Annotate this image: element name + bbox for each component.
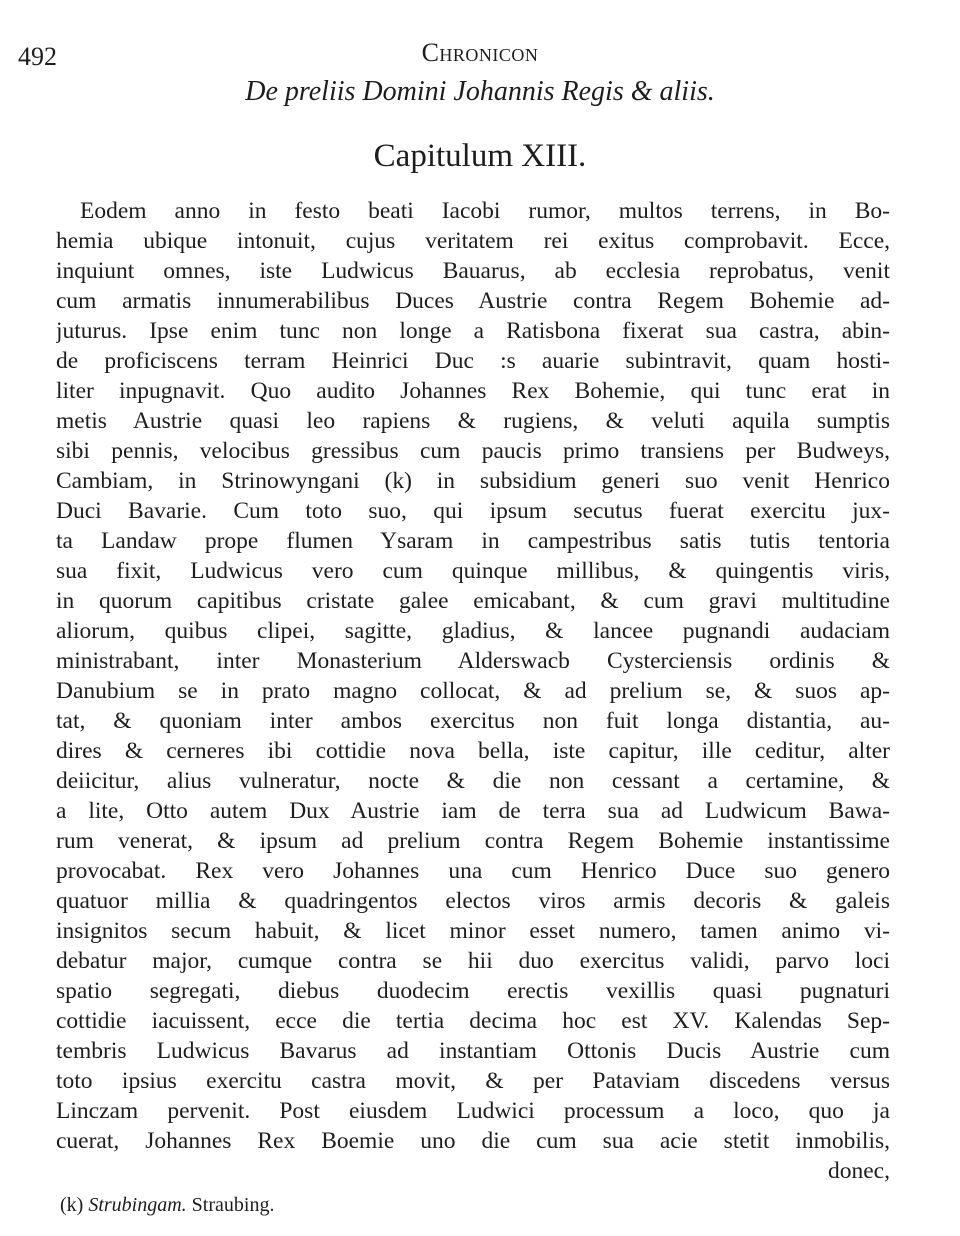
footnote [60, 1194, 274, 1217]
text-line: rum venerat, & ipsum ad prelium contra Regem Bohemie instantissime [56, 828, 890, 854]
text-line: Linczam pervenit. Post eiusdem Ludwici processum a loco, quo ja [56, 1098, 890, 1124]
text-line: dires & cerneres ibi cottidie nova bella, iste capitur, ille ceditur, alter [56, 738, 890, 764]
text-line: inquiunt omnes, iste Ludwicus Bauarus, ab ecclesia reprobatus, venit [56, 258, 890, 284]
catchword: donec, [828, 1158, 890, 1184]
text-line: in quorum capitibus cristate galee emicabant, & cum gravi multitudine [56, 588, 890, 614]
text-line: Duci Bavarie. Cum toto suo, qui ipsum secutus fuerat exercitu jux- [56, 498, 890, 524]
page-number: 492 [18, 42, 57, 71]
text-line: cottidie iacuissent, ecce die tertia decima hoc est XV. Kalendas Sep- [56, 1008, 890, 1034]
text-line: ministrabant, inter Monasterium Alderswacb Cysterciensis ordinis & [56, 648, 890, 674]
text-line: aliorum, quibus clipei, sagitte, gladius, & lancee pugnandi audaciam [56, 618, 890, 644]
text-line: quatuor millia & quadringentos electos viros armis decoris & galeis [56, 888, 890, 914]
section-title: De preliis Domini Johannis Regis & aliis. [245, 76, 715, 107]
text-line: Eodem anno in festo beati Iacobi rumor, multos terrens, in Bo- [80, 198, 890, 224]
footnote-translation: Straubing. [191, 1194, 275, 1216]
text-line: toto ipsius exercitu castra movit, & per Pataviam discedens versus [56, 1068, 890, 1094]
text-line: Cambiam, in Strinowyngani (k) in subsidium generi suo venit Henrico [56, 468, 890, 494]
text-line: Danubium se in prato magno collocat, & ad prelium se, & suos ap- [56, 678, 890, 704]
chapter-title: Capitulum XIII. [373, 138, 587, 174]
text-line: ta Landaw prope flumen Ysaram in campestribus satis tutis tentoria [56, 528, 890, 554]
text-line: a lite, Otto autem Dux Austrie iam de terra sua ad Ludwicum Bawa- [56, 798, 890, 824]
text-line: tat, & quoniam inter ambos exercitus non fuit longa distantia, au- [56, 708, 890, 734]
text-line: tembris Ludwicus Bavarus ad instantiam Ottonis Ducis Austrie cum [56, 1038, 890, 1064]
text-line: juturus. Ipse enim tunc non longe a Ratisbona fixerat sua castra, abin- [56, 318, 890, 344]
text-line: deiicitur, alius vulneratur, nocte & die non cessant a certamine, & [56, 768, 890, 794]
footnote-original: Strubingam. [88, 1194, 187, 1216]
text-line: sua fixit, Ludwicus vero cum quinque millibus, & quingentis viris, [56, 558, 890, 584]
text-line: hemia ubique intonuit, cujus veritatem rei exitus comprobavit. Ecce, [56, 228, 890, 254]
text-line: spatio segregati, diebus duodecim erectis vexillis quasi pugnaturi [56, 978, 890, 1004]
footnote-marker: (k) [60, 1194, 84, 1216]
text-line: provocabat. Rex vero Johannes una cum Henrico Duce suo genero [56, 858, 890, 884]
text-line: insignitos secum habuit, & licet minor esset numero, tamen animo vi- [56, 918, 890, 944]
text-line: debatur major, cumque contra se hii duo exercitus validi, parvo loci [56, 948, 890, 974]
running-head: Chronicon [421, 38, 539, 67]
text-line: cum armatis innumerabilibus Duces Austrie contra Regem Bohemie ad- [56, 288, 890, 314]
text-line: liter inpugnavit. Quo audito Johannes Rex Bohemie, qui tunc erat in [56, 378, 890, 404]
text-line: cuerat, Johannes Rex Boemie uno die cum sua acie stetit inmobilis, [56, 1128, 890, 1154]
text-line: de proficiscens terram Heinrici Duc :s auarie subintravit, quam hosti- [56, 348, 890, 374]
text-line: sibi pennis, velocibus gressibus cum paucis primo transiens per Budweys, [56, 438, 890, 464]
text-line: metis Austrie quasi leo rapiens & rugiens, & veluti aquila sumptis [56, 408, 890, 434]
